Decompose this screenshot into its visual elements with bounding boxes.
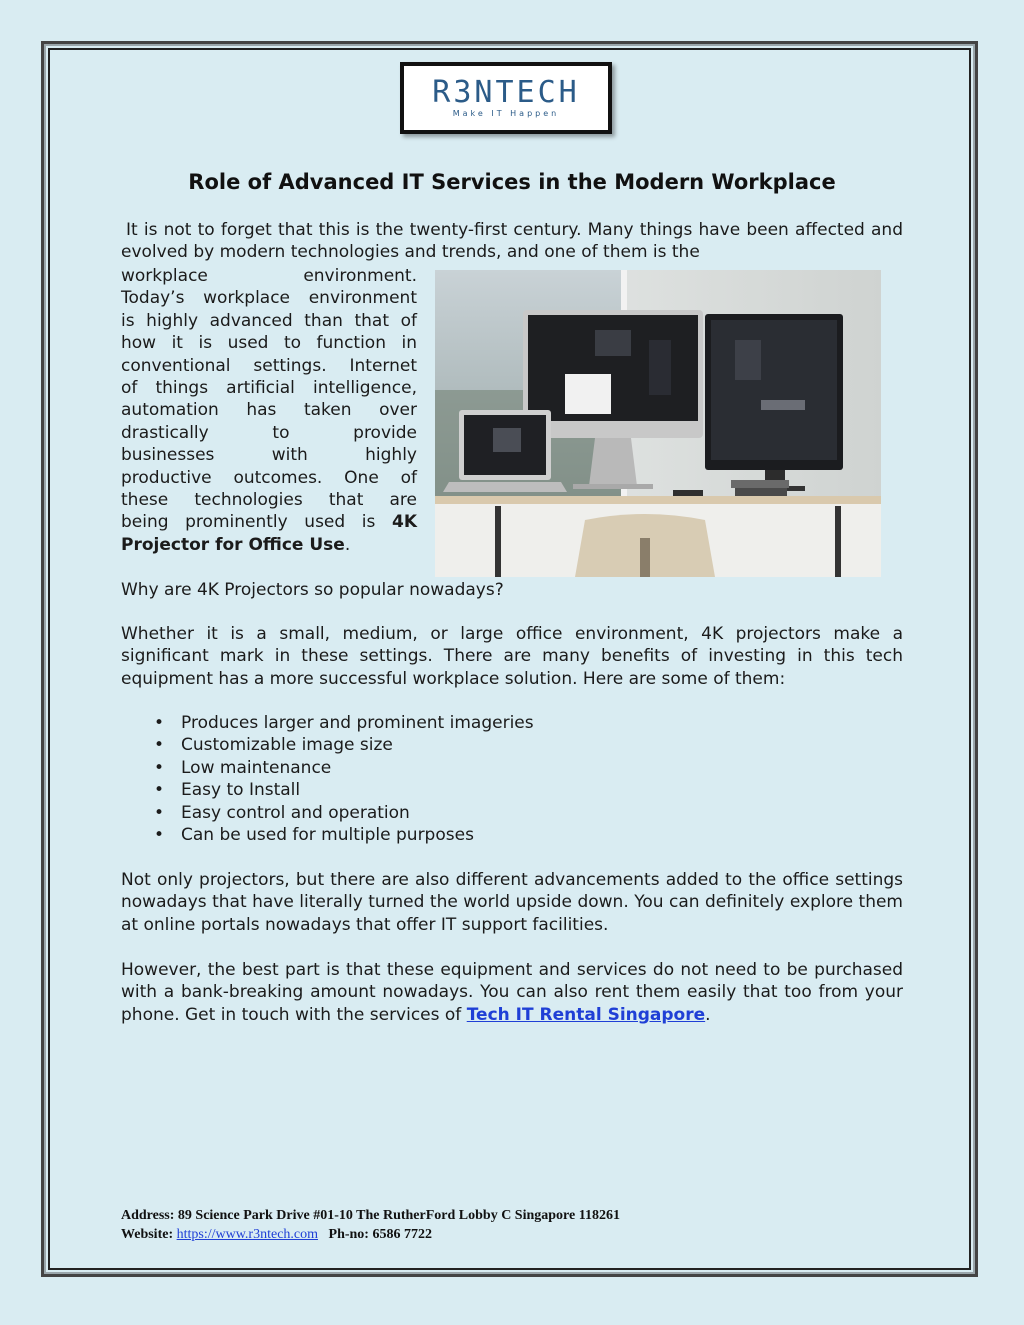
intro-line: how it is used to function in [121, 333, 417, 354]
intro-line: workplace environment. [121, 266, 417, 286]
page-title: Role of Advanced IT Services in the Modern Workplace [188, 170, 836, 194]
intro-column [121, 265, 417, 556]
intro-line: businesses with highly [121, 445, 417, 466]
rental-paragraph [121, 959, 903, 1026]
intro-line: automation has taken over [121, 400, 417, 421]
benefits-paragraph: Whether it is a small, medium, or large office environment, 4K projectors make a significant mark in these settings. There are many benefits of investing in this tech equipment has a more successful workplace solution. Here are some of them: [121, 624, 903, 689]
list-item: • Easy control and operation [121, 802, 903, 824]
footer-contact [121, 1227, 921, 1243]
question-heading: Why are 4K Projectors so popular nowadays? [121, 580, 504, 600]
footer-address: Address: 89 Science Park Drive #01-10 The RutherFord Lobby C Singapore 118261 [121, 1208, 620, 1223]
list-item: • Low maintenance [121, 757, 903, 779]
phone-number: Ph-no: 6586 7722 [328, 1227, 432, 1242]
office-desk-photo [435, 270, 881, 577]
intro-line-with-bold [121, 511, 417, 533]
tech-it-rental-link[interactable]: Tech IT Rental Singapore [466, 1004, 706, 1025]
intro-line: productive outcomes. One of [121, 467, 417, 488]
intro-line: is highly advanced than that of [121, 310, 417, 331]
logo-wordmark: R3NTECH [432, 75, 580, 110]
list-item: • Produces larger and prominent imageries [121, 712, 903, 734]
list-item: • Can be used for multiple purposes [121, 824, 903, 846]
website-link[interactable]: https://www.r3ntech.com [176, 1227, 319, 1242]
intro-line: these technologies that are [121, 490, 417, 511]
intro-line-text: being prominently used is [121, 512, 376, 533]
bold-4k: 4K [391, 512, 417, 533]
benefits-list [121, 712, 903, 846]
intro-line: of things artificial intelligence, [121, 378, 417, 399]
intro-line: conventional settings. Internet [121, 355, 417, 376]
period: . [705, 1004, 711, 1025]
list-item: • Customizable image size [121, 734, 903, 756]
r3ntech-logo [400, 62, 612, 134]
period: . [344, 534, 351, 555]
logo-tagline: Make IT Happen [452, 109, 560, 118]
intro-line: Today’s workplace environment [121, 288, 417, 309]
list-item: • Easy to Install [121, 779, 903, 801]
website-label: Website: [121, 1227, 174, 1242]
intro-paragraph: It is not to forget that this is the twenty-first century. Many things have been affected and evolved by modern technologies and trends, and one of them is the [121, 220, 903, 263]
intro-line: drastically to provide [121, 422, 417, 443]
rental-text: However, the best part is that these equipment and services do not need to be purchased with a bank-breaking amount nowadays. You can also rent them easily that too from your phone. Get in touch with the services of [121, 960, 903, 1025]
intro-line-last [121, 534, 417, 556]
advancements-paragraph: Not only projectors, but there are also different advancements added to the office settings nowadays that have literally turned the world upside down. You can definitely explore them at online portals nowadays that offer IT support facilities. [121, 870, 903, 935]
bold-projector-for-office-use: Projector for Office Use [121, 534, 345, 555]
